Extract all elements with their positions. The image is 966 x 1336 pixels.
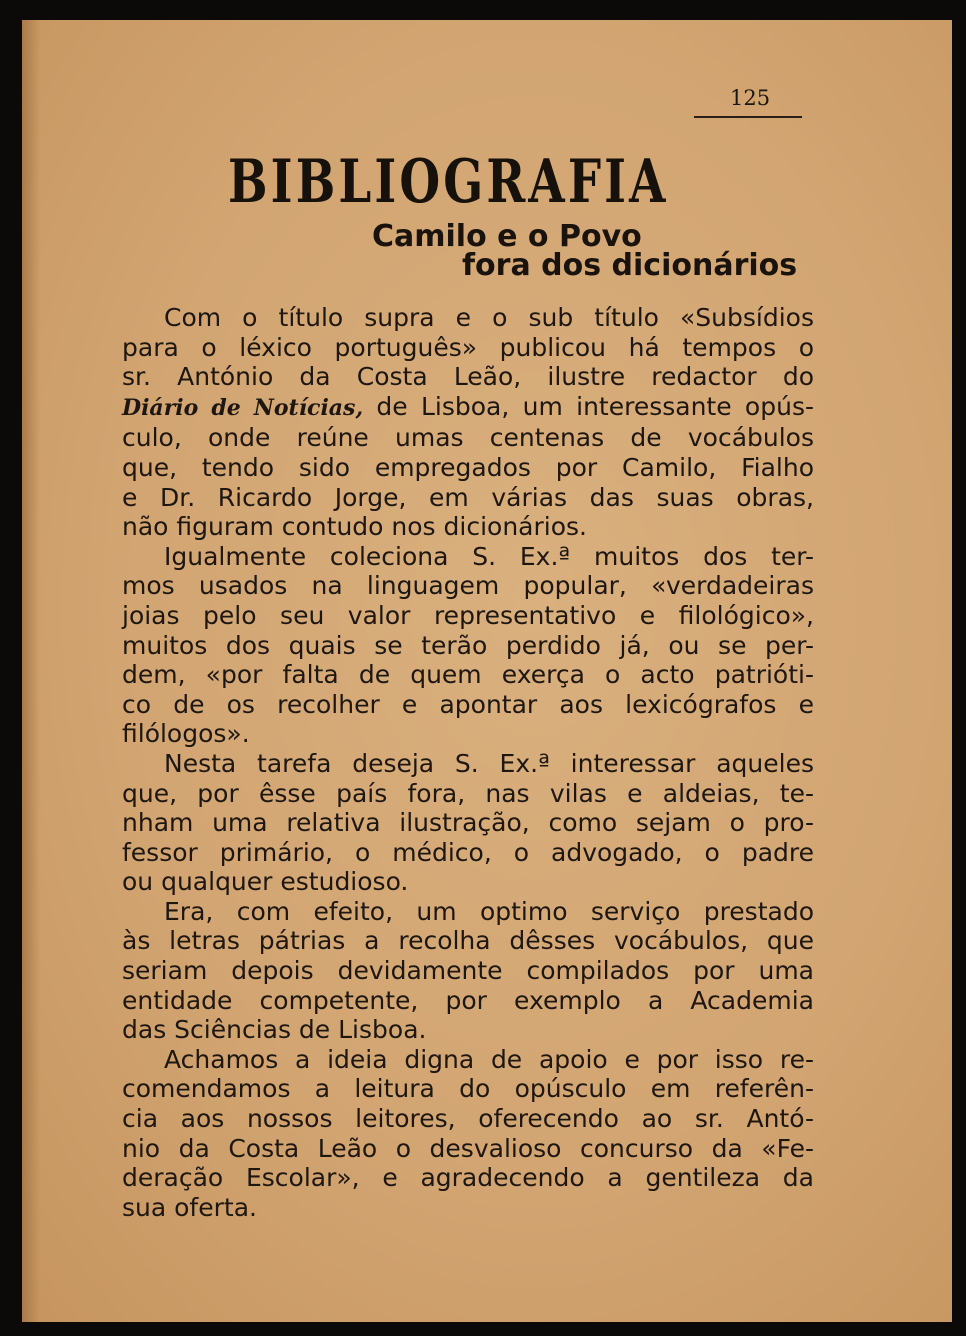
text-line: seriam depois devidamente compilados por uma (122, 956, 814, 986)
text-line: mos usados na linguagem popular, «verdadeiras (122, 571, 814, 601)
text-line: culo, onde reúne umas centenas de vocábulos (122, 423, 814, 453)
text-line: fessor primário, o médico, o advogado, o padre (122, 837, 814, 867)
text-line: para o léxico português» publicou há tempos o (122, 332, 814, 362)
text-line: Achamos a ideia digna de apoio e por isso re- (164, 1044, 814, 1074)
text-line: não figuram contudo nos dicionários. (122, 512, 587, 542)
text-line: Era, com efeito, um optimo serviço prestado (164, 896, 814, 926)
text-line: filólogos». (122, 719, 250, 749)
text-line: cia aos nossos leitores, oferecendo ao sr. Antó- (122, 1104, 814, 1134)
text-line: que, por êsse país fora, nas vilas e aldeias, te- (122, 778, 814, 808)
text-line: deração Escolar», e agradecendo a gentileza da (122, 1163, 814, 1193)
text-line: ou qualquer estudioso. (122, 867, 409, 897)
paragraph (122, 303, 814, 542)
text-line (122, 392, 814, 424)
text-line: entidade competente, por exemplo a Academia (122, 985, 814, 1015)
text-line: sr. António da Costa Leão, ilustre redactor do (122, 362, 814, 392)
text-line: Com o título supra e o sub título «Subsídios (164, 303, 814, 332)
text-line: dem, «por falta de quem exerça o acto patrióti- (122, 660, 814, 690)
text-line: muitos dos quais se terão perdido já, ou se per- (122, 630, 814, 660)
article-body (122, 303, 814, 1222)
text-line: nham uma relativa ilustração, como sejam o pro- (122, 808, 814, 838)
text-line: sua oferta. (122, 1192, 257, 1222)
text-line: comendamos a leitura do opúsculo em referên- (122, 1074, 814, 1104)
paragraph (122, 749, 814, 897)
text-line: joias pelo seu valor representativo e filológico», (122, 600, 814, 630)
text-line: nio da Costa Leão o desvalioso concurso da «Fe- (122, 1133, 814, 1163)
text-line: às letras pátrias a recolha dêsses vocábulos, que (122, 926, 814, 956)
paragraph (122, 542, 814, 749)
text-line: Nesta tarefa deseja S. Ex.ª interessar aqueles (164, 748, 814, 778)
page-number: 125 (730, 86, 771, 110)
article-title-line-1: Camilo e o Povo (372, 219, 642, 254)
page-number-rule (694, 116, 802, 118)
text-line: das Sciências de Lisboa. (122, 1015, 427, 1045)
text-line-rest: de Lisboa, um interessante opús- (363, 391, 814, 421)
text-line: Igualmente coleciona S. Ex.ª muitos dos ter- (164, 541, 814, 571)
newspaper-name: Diário de Notícias, (122, 394, 364, 421)
page-gutter-shadow (22, 20, 40, 1322)
text-line: co de os recolher e apontar aos lexicógrafos e (122, 689, 814, 719)
paragraph (122, 1045, 814, 1223)
text-line: que, tendo sido empregados por Camilo, Fialho (122, 452, 814, 482)
section-heading: BIBLIOGRAFIA (228, 147, 669, 217)
text-line: e Dr. Ricardo Jorge, em várias das suas obras, (122, 482, 814, 512)
article-title-line-2: fora dos dicionários (462, 248, 798, 283)
book-page (22, 20, 952, 1322)
paragraph (122, 897, 814, 1045)
